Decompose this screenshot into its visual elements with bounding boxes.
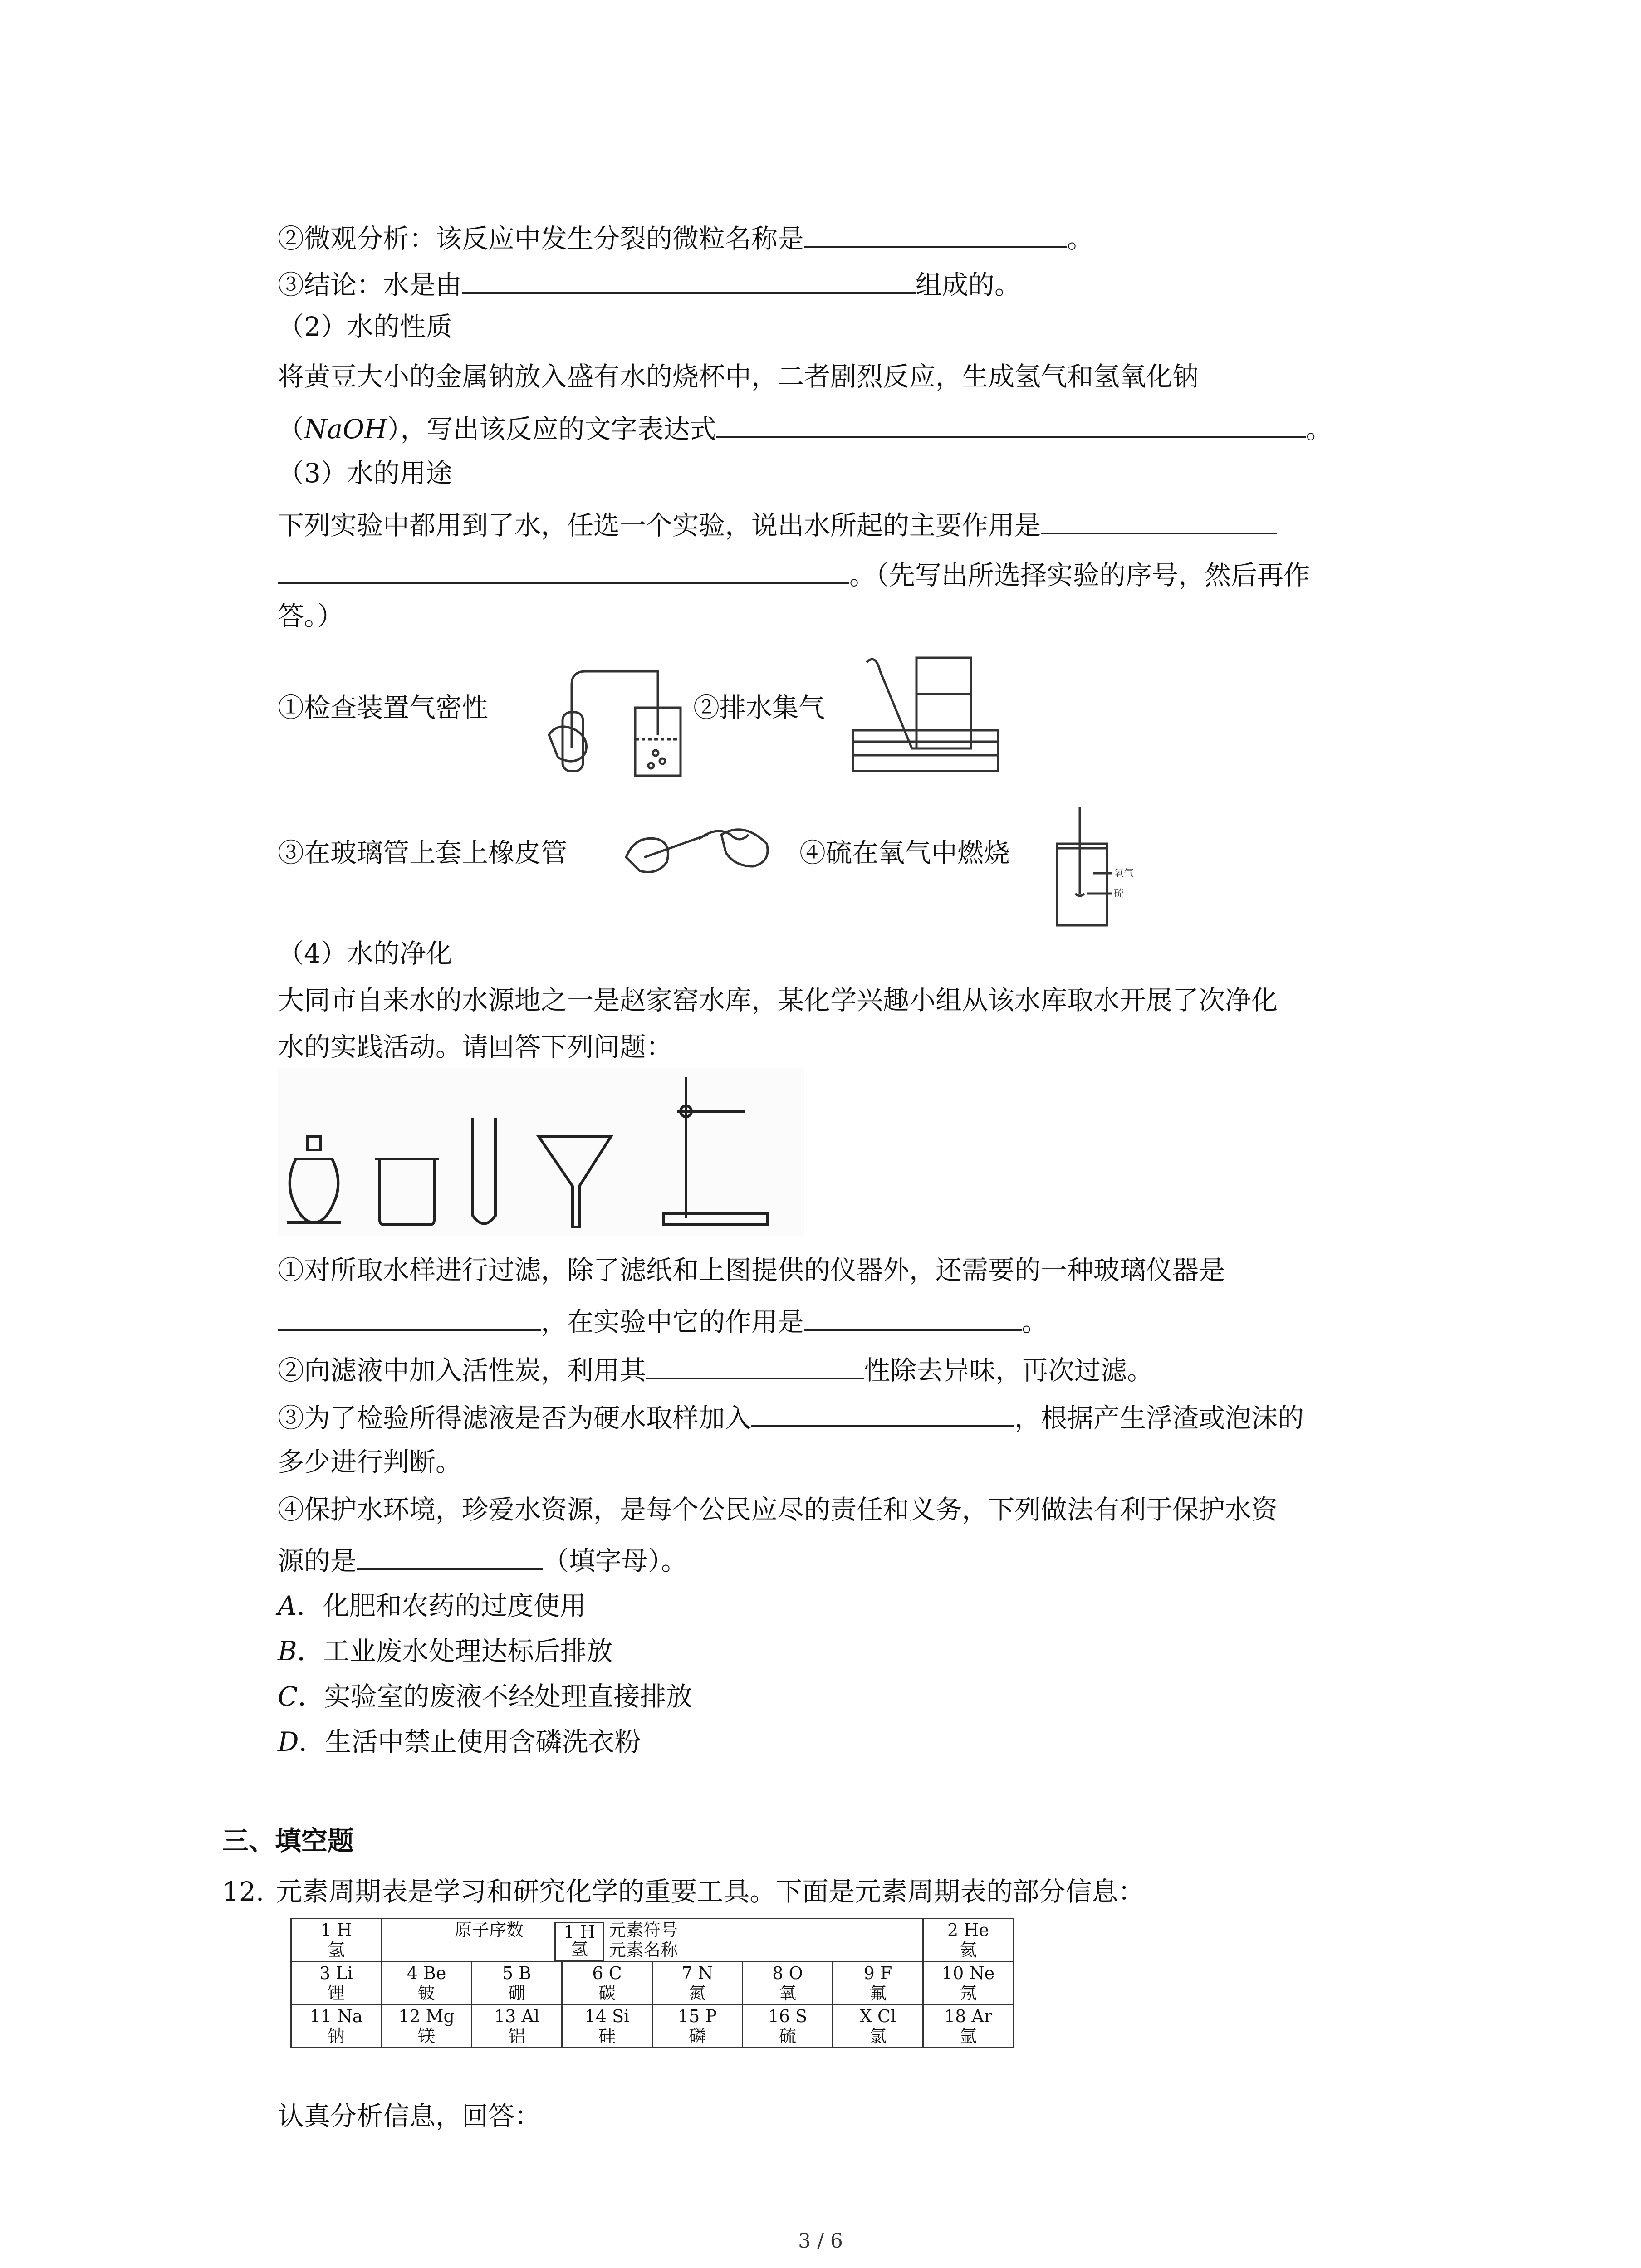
water-uses-text: 下列实验中都用到了水，任选一个实验，说出水所起的主要作用是 <box>278 510 1041 541</box>
element-num-sym <box>924 1963 1013 1983</box>
element-number: 6 <box>592 1963 603 1983</box>
question-12 <box>222 1873 1144 1910</box>
option-letter: D <box>278 1726 299 1757</box>
water-uses-line-2 <box>278 554 1310 593</box>
element-symbol: Li <box>336 1963 353 1983</box>
purification-q1-line: ①对所取水样进行过滤，除了滤纸和上图提供的仪器外，还需要的一种玻璃仪器是 <box>278 1255 1225 1286</box>
element-num-sym <box>743 1963 832 1983</box>
purification-q2-line <box>278 1349 1153 1388</box>
conclusion-end: 组成的。 <box>916 269 1021 300</box>
element-cell <box>562 2005 652 2048</box>
option-text: ．生活中禁止使用含磷洗衣粉 <box>299 1726 641 1757</box>
legend-number: 1 <box>563 1922 575 1942</box>
option-text: ．工业废水处理达标后排放 <box>297 1636 613 1667</box>
legend-symbol: H <box>580 1922 595 1942</box>
reaction-prompt: ），写出该反应的文字表达式 <box>387 414 716 445</box>
answer-blank[interactable] <box>716 408 1306 438</box>
answer-blank[interactable] <box>278 1301 541 1331</box>
exp1-label: ①检查装置气密性 <box>278 692 489 723</box>
element-name: 氢 <box>327 1940 345 1960</box>
legend-symbol-label: 元素符号 <box>609 1920 678 1940</box>
element-num-sym <box>653 1963 742 1983</box>
element-symbol: Cl <box>877 2006 896 2026</box>
analyze-prompt: 认真分析信息，回答： <box>278 2101 541 2131</box>
element-cell <box>562 1962 652 2005</box>
purification-q1-line-2 <box>278 1301 1048 1340</box>
element-name: 氧 <box>779 1983 796 2003</box>
element-cell <box>472 1962 562 2005</box>
q3-text: ③为了检验所得滤液是否为硬水取样加入 <box>278 1403 752 1433</box>
element-num-sym <box>924 1920 1013 1940</box>
element-num-sym <box>292 2006 381 2026</box>
label-sulfur: 硫 <box>1114 888 1124 899</box>
element-cell <box>923 1919 1014 1962</box>
element-name: 氟 <box>869 1983 887 2003</box>
answer-blank[interactable] <box>278 554 849 584</box>
element-name: 氖 <box>959 1983 977 2003</box>
element-symbol: Ne <box>969 1963 995 1983</box>
periodic-legend <box>382 1919 923 1962</box>
element-num-sym <box>472 1963 561 1983</box>
element-name: 锂 <box>327 1983 345 2003</box>
subheading-water-purification: （4）水的净化 <box>278 938 452 969</box>
element-symbol: F <box>880 1963 892 1983</box>
element-num-sym <box>833 1963 922 1983</box>
purification-q4-line: ④保护水环境，珍爱水资源，是每个公民应尽的责任和义务，下列做法有利于保护水资 <box>278 1494 1278 1525</box>
element-symbol: Na <box>337 2006 363 2026</box>
purification-q3-line-2: 多少进行判断。 <box>278 1447 462 1477</box>
element-number: 1 <box>320 1920 332 1940</box>
periodic-table <box>290 1918 1014 2048</box>
element-name: 碳 <box>598 1983 616 2003</box>
option-b[interactable] <box>278 1633 613 1669</box>
water-displacement-figure <box>848 644 1003 780</box>
element-name: 硼 <box>508 1983 525 2003</box>
element-symbol: Si <box>612 2006 630 2026</box>
reaction-expression-line <box>278 408 1332 447</box>
element-name: 铝 <box>508 2026 525 2046</box>
element-cell <box>382 2005 472 2048</box>
element-num-sym <box>472 2006 561 2026</box>
element-cell <box>923 1962 1014 2005</box>
punct: （ <box>278 414 304 445</box>
element-num-sym <box>833 2006 922 2026</box>
element-number: 9 <box>863 1963 875 1983</box>
element-number: 5 <box>502 1963 514 1983</box>
element-name: 氯 <box>869 2026 887 2046</box>
element-cell <box>652 2005 743 2048</box>
q4-note: （填字母）。 <box>543 1545 688 1576</box>
element-name: 钠 <box>327 2026 345 2046</box>
element-symbol: P <box>705 2006 717 2026</box>
element-number: 16 <box>768 2006 790 2026</box>
option-letter: B <box>278 1636 297 1667</box>
element-name: 镁 <box>417 2026 435 2046</box>
element-number: 4 <box>407 1963 418 1983</box>
q2-text-end: 性除去异味，再次过滤。 <box>864 1355 1154 1386</box>
element-number: 7 <box>681 1963 693 1983</box>
punct: 。 <box>1306 414 1332 445</box>
exp3-label: ③在玻璃管上套上橡皮管 <box>278 837 568 868</box>
water-properties-text: 将黄豆大小的金属钠放入盛有水的烧杯中，二者剧烈反应，生成氢气和氢氧化钠 <box>278 361 1199 392</box>
element-symbol: O <box>789 1963 803 1983</box>
element-number: 8 <box>772 1963 784 1983</box>
section-title: 三、填空题 <box>222 1825 354 1856</box>
q3-text-end: ，根据产生浮渣或泡沫的 <box>1014 1403 1304 1433</box>
conclusion-line <box>278 264 1021 303</box>
element-num-sym <box>382 1963 471 1983</box>
legend-atomic-number-label: 原子序数 <box>455 1920 524 1940</box>
element-num-sym <box>563 2006 652 2026</box>
element-name: 氩 <box>959 2026 977 2046</box>
option-letter: A <box>278 1590 297 1621</box>
conclusion-text: ③结论：水是由 <box>278 269 462 300</box>
answer-blank[interactable] <box>751 1397 1014 1427</box>
lab-apparatus-figure <box>278 1068 804 1236</box>
punct: 。 <box>1022 1306 1048 1337</box>
punct: 。 <box>1067 223 1094 254</box>
element-num-sym <box>563 1963 652 1983</box>
element-number: 18 <box>944 2006 966 2026</box>
element-name: 硫 <box>779 2026 796 2046</box>
option-letter: C <box>278 1681 298 1712</box>
element-symbol: S <box>795 2006 808 2026</box>
element-symbol: Mg <box>426 2006 455 2026</box>
purification-intro-2: 水的实践活动。请回答下列问题： <box>278 1031 673 1062</box>
element-name: 硅 <box>598 2026 616 2046</box>
element-symbol: Be <box>423 1963 446 1983</box>
answer-blank[interactable] <box>462 264 916 294</box>
element-symbol: B <box>519 1963 532 1983</box>
exp2-label: ②排水集气 <box>693 692 825 723</box>
answer-blank[interactable] <box>1041 504 1277 534</box>
element-name: 氮 <box>688 1983 706 2003</box>
water-uses-note: 。（先写出所选择实验的序号，然后再作 <box>849 560 1310 591</box>
element-cell <box>743 1962 833 2005</box>
element-cell <box>291 1962 382 2005</box>
element-cell <box>833 2005 923 2048</box>
answer-blank[interactable] <box>357 1540 543 1570</box>
element-number: 15 <box>677 2006 700 2026</box>
sulfur-burning-figure <box>1043 803 1157 930</box>
question-text: 元素周期表是学习和研究化学的重要工具。下面是元素周期表的部分信息： <box>276 1876 1145 1907</box>
element-cell <box>382 1962 472 2005</box>
subheading-water-properties: （2）水的性质 <box>278 311 452 342</box>
element-number: 14 <box>584 2006 607 2026</box>
element-num-sym <box>292 1963 381 1983</box>
element-symbol: Ar <box>971 2006 993 2026</box>
option-text: ．化肥和农药的过度使用 <box>296 1590 586 1621</box>
element-cell <box>291 1919 382 1962</box>
legend-name-label: 元素名称 <box>609 1940 678 1960</box>
element-number: 11 <box>309 2006 332 2026</box>
formula-naoh: NaOH <box>304 414 387 445</box>
legend-num-sym <box>556 1923 603 1941</box>
subheading-water-uses: （3）水的用途 <box>278 458 452 489</box>
element-name: 氦 <box>959 1940 977 1960</box>
answer-blank[interactable] <box>804 1301 1022 1331</box>
option-c[interactable] <box>278 1678 692 1715</box>
legend-name: 氢 <box>570 1939 588 1959</box>
element-symbol: N <box>698 1963 713 1983</box>
question-number: 12. <box>222 1876 265 1907</box>
purification-intro-1: 大同市自来水的水源地之一是赵家窑水库，某化学兴趣小组从该水库取水开展了次净化 <box>278 985 1278 1016</box>
element-num-sym <box>292 1920 381 1940</box>
element-cell <box>652 1962 743 2005</box>
element-num-sym <box>924 2006 1013 2026</box>
element-cell <box>291 2005 382 2048</box>
element-number: 13 <box>494 2006 516 2026</box>
element-number: 3 <box>319 1963 331 1983</box>
element-symbol: C <box>608 1963 622 1983</box>
q2-text: ②向滤液中加入活性炭，利用其 <box>278 1355 647 1386</box>
element-number: 12 <box>398 2006 421 2026</box>
legend-box <box>382 1919 922 1961</box>
option-d[interactable] <box>278 1724 641 1760</box>
q1-function-text: ，在实验中它的作用是 <box>541 1306 804 1337</box>
page-number: 3 / 6 <box>798 2229 843 2253</box>
element-number: 10 <box>941 1963 964 1983</box>
element-number: X <box>859 2006 872 2026</box>
element-name: 铍 <box>417 1983 435 2003</box>
element-cell <box>743 2005 833 2048</box>
label-oxygen: 氧气 <box>1114 868 1134 879</box>
micro-analysis-text: ②微观分析：该反应中发生分裂的微粒名称是 <box>278 223 804 254</box>
element-cell <box>472 2005 562 2048</box>
answer-blank[interactable] <box>646 1349 864 1379</box>
element-num-sym <box>653 2006 742 2026</box>
option-text: ．实验室的废液不经处理直接排放 <box>298 1681 693 1712</box>
rubber-tube-figure <box>617 807 780 898</box>
airtightness-check-figure <box>544 644 685 780</box>
micro-analysis-line <box>278 218 1093 257</box>
purification-q3-line <box>278 1397 1304 1436</box>
element-symbol: H <box>337 1920 352 1940</box>
element-cell <box>833 1962 923 2005</box>
water-uses-line <box>278 504 1277 543</box>
element-num-sym <box>382 2006 471 2026</box>
answer-blank[interactable] <box>804 218 1067 248</box>
exp4-label: ④硫在氧气中燃烧 <box>799 837 1010 868</box>
element-number: 2 <box>947 1920 959 1940</box>
legend-sample-cell <box>554 1922 604 1961</box>
option-a[interactable] <box>278 1588 586 1624</box>
element-cell <box>923 2005 1014 2048</box>
element-name: 磷 <box>688 2026 706 2046</box>
element-symbol: Al <box>521 2006 540 2026</box>
water-uses-line-3: 答。） <box>278 601 344 631</box>
element-symbol: He <box>964 1920 989 1940</box>
element-num-sym <box>743 2006 832 2026</box>
q4-prompt: 源的是 <box>278 1545 357 1576</box>
purification-q4-line-2 <box>278 1540 687 1579</box>
